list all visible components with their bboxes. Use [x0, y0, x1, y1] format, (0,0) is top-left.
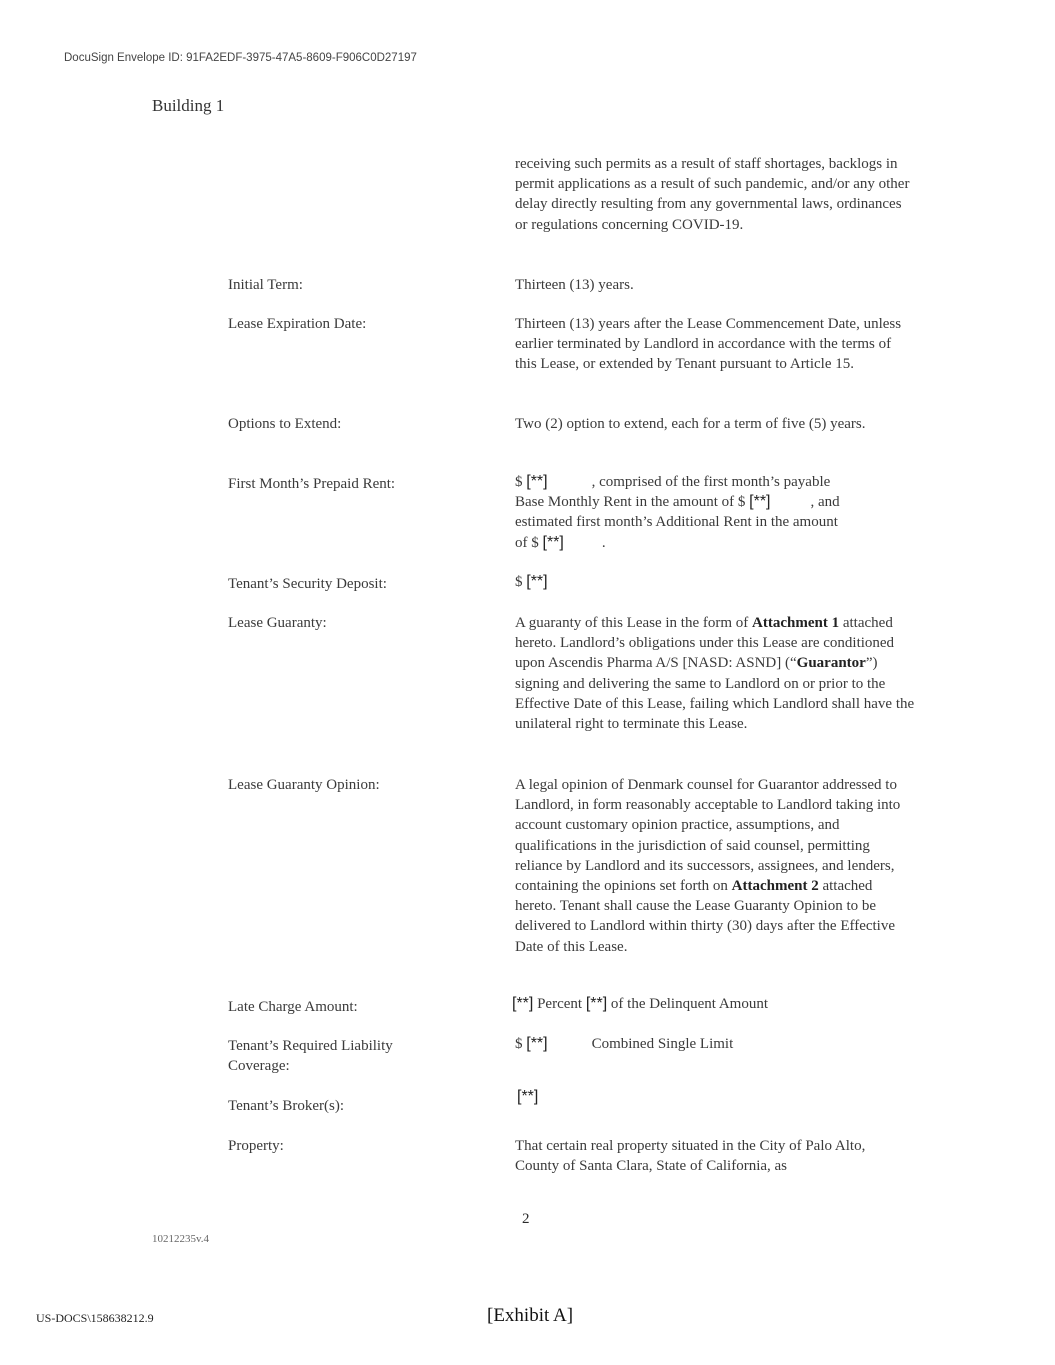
prepaid-line-2: Base Monthly Rent in the amount of $ [**] , and [515, 493, 840, 511]
liability-value: $ [**] Combined Single Limit [515, 1035, 734, 1052]
guaranty-label: Lease Guaranty: [228, 615, 327, 631]
broker-value [517, 1087, 917, 1107]
redaction: [**] [585, 995, 608, 1012]
redaction: [**] [542, 533, 564, 551]
opinion-value: A legal opinion of Denmark counsel for Guarantor addressed to Landlord, in form reasonably acceptable to Landlord taking into account customary opinion practice, assumptions, and qualifications in the jurisdiction of said counsel, permitting reliance by Landlord and its successors, assignees, and lenders, containing the opinions set forth on Attachment 2 attached hereto. Tenant shall cause the Lease Guaranty Opinion to be delivered to Landlord within thirty (30) days after the Effective Date of this Lease. [515, 777, 901, 955]
prepaid-line-1: $ [**] , comprised of the first month’s payable [515, 473, 831, 490]
docs-id: US-DOCS\158638212.9 [36, 1311, 154, 1325]
prepaid-line-3: estimated first month’s Additional Rent in the amount [515, 514, 838, 531]
doc-version: 10212235v.4 [152, 1233, 210, 1245]
continuation-text: receiving such permits as a result of staff shortages, backlogs in permit applications as a result of such pandemic, and/or any other delay directly resulting from any governmental laws, ordinances or regulations concerning COVID-19. [515, 156, 910, 233]
late-charge-value: [**] Percent [**] of the Delinquent Amount [512, 995, 768, 1012]
building-heading: Building 1 [152, 96, 225, 115]
late-charge-label: Late Charge Amount: [228, 999, 358, 1015]
prepaid-line-4: of $ [**] . [515, 533, 606, 551]
redaction: [**] [526, 573, 548, 590]
options-value: Two (2) option to extend, each for a term of five (5) years. [515, 416, 866, 432]
envelope-id: DocuSign Envelope ID: 91FA2EDF-3975-47A5-8609-F906C0D27197 [64, 52, 417, 64]
liability-label: Tenant’s Required Liability Coverage: [228, 1038, 393, 1074]
redaction: [**] [526, 473, 548, 490]
redaction: [**] [526, 1035, 548, 1052]
deposit-value: $ [**] [515, 573, 548, 590]
expiration-value: Thirteen (13) years after the Lease Commencement Date, unless earlier terminated by Landlord in accordance with the terms of this Lease, or extended by Tenant pursuant to Article 15. [515, 316, 902, 373]
opinion-label: Lease Guaranty Opinion: [228, 777, 380, 793]
initial-term-label: Initial Term: [228, 277, 303, 293]
deposit-label: Tenant’s Security Deposit: [228, 576, 387, 592]
guaranty-value: A guaranty of this Lease in the form of Attachment 1 attached hereto. Landlord’s obligations under this Lease are conditioned upon Ascendis Pharma A/S [NASD: ASND] (“Guarantor”) signing and delivering the same to Landlord on or prior to the Effective Date of this Lease, failing which Landlord shall have the unilateral right to terminate this Lease. [515, 615, 915, 733]
redaction: [**] [512, 995, 534, 1012]
property-value: That certain real property situated in the City of Palo Alto, County of Santa Clara, State of California, as [515, 1138, 866, 1175]
initial-term-value: Thirteen (13) years. [515, 277, 634, 293]
page-number: 2 [522, 1211, 530, 1227]
redaction: [**] [749, 493, 771, 511]
prepaid-label: First Month’s Prepaid Rent: [228, 476, 396, 492]
broker-label: Tenant’s Broker(s): [228, 1098, 345, 1114]
property-label: Property: [228, 1138, 284, 1154]
expiration-label: Lease Expiration Date: [228, 316, 367, 332]
options-label: Options to Extend: [228, 416, 342, 432]
prepaid-value [515, 472, 915, 553]
exhibit-label: [Exhibit A] [487, 1305, 574, 1326]
redaction: [**] [517, 1088, 539, 1105]
